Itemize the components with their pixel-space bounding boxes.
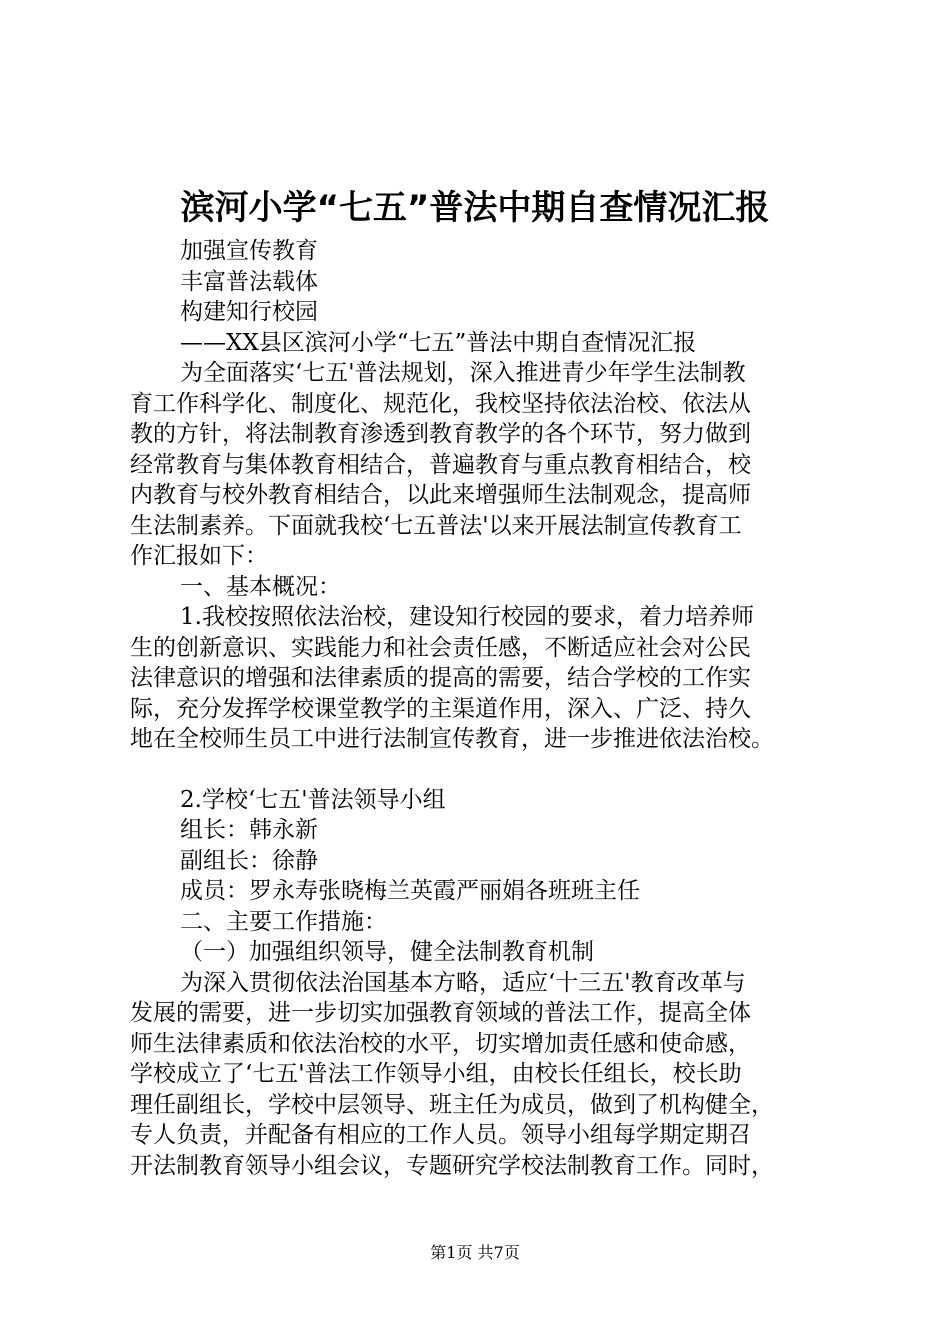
paragraph-line: 生的创新意识、实践能力和社会责任感，不断适应社会对公民 <box>130 634 751 661</box>
paragraph-line: 育工作科学化、制度化、规范化，我校坚持依法治校、依法从 <box>130 390 751 417</box>
paragraph-line: 经常教育与集体教育相结合，普遍教育与重点教育相结合，校 <box>130 451 751 478</box>
document-title: 滨河小学“七五”普法中期自查情况汇报 <box>180 188 770 228</box>
subtitle-line: 丰富普法载体 <box>180 268 318 295</box>
paragraph-line: 地在全校师生员工中进行法制宣传教育，进一步推进依法治校。 <box>130 726 774 752</box>
paragraph-line: 发展的需要，进一步切实加强教育领域的普法工作，提高全体 <box>130 1000 751 1026</box>
paragraph-line: 副组长：徐静 <box>180 847 318 874</box>
paragraph-line: 为全面落实‘七五'普法规划，深入推进青少年学生法制教 <box>180 360 746 386</box>
paragraph-line: 内教育与校外教育相结合，以此来增强师生法制观念，提高师 <box>130 482 751 508</box>
paragraph-line: 成员：罗永寿张晓梅兰英霞严丽娟各班班主任 <box>180 878 640 904</box>
paragraph-line: 1.我校按照依法治校，建设知行校园的要求，着力培养师 <box>180 604 754 630</box>
section-heading: 一、基本概况： <box>180 573 341 600</box>
section-heading: 二、主要工作措施： <box>180 908 387 935</box>
subsection-heading: （一）加强组织领导，健全法制教育机制 <box>180 939 594 965</box>
paragraph-line: 专人负责，并配备有相应的工作人员。领导小组每学期定期召 <box>130 1122 751 1148</box>
paragraph-line: 2.学校‘七五'普法领导小组 <box>180 786 446 813</box>
paragraph-line: 开法制教育领导小组会议，专题研究学校法制教育工作。同时， <box>130 1152 774 1179</box>
paragraph-line: 理任副组长，学校中层领导、班主任为成员，做到了机构健全， <box>130 1091 774 1118</box>
subtitle-line: 加强宣传教育 <box>180 238 318 264</box>
paragraph-line: 际，充分发挥学校课堂教学的主渠道作用，深入、广泛、持久 <box>130 695 751 722</box>
paragraph-line: 学校成立了‘七五'普法工作领导小组，由校长任组长，校长助 <box>130 1061 742 1087</box>
paragraph-line: 为深入贯彻依法治国基本方略，适应‘十三五'教育改革与 <box>180 969 746 996</box>
subtitle-line: ——XX县区滨河小学“七五”普法中期自查情况汇报 <box>180 329 697 356</box>
paragraph-line: 作汇报如下： <box>130 543 268 569</box>
document-body <box>130 236 830 1181</box>
subtitle-line: 构建知行校园 <box>180 299 318 325</box>
paragraph-line: 法律意识的增强和法律素质的提高的需要，结合学校的工作实 <box>130 665 751 691</box>
paragraph-line: 教的方针，将法制教育渗透到教育教学的各个环节，努力做到 <box>130 421 751 447</box>
page-number-footer: 第1页 共7页 <box>430 1243 520 1262</box>
paragraph-line: 师生法律素质和依法治校的水平，切实增加责任感和使命感， <box>130 1030 751 1057</box>
paragraph-gap <box>130 755 830 785</box>
paragraph-line: 生法制素养。下面就我校‘七五普法'以来开展法制宣传教育工 <box>130 512 742 539</box>
paragraph-line: 组长：韩永新 <box>180 817 318 843</box>
